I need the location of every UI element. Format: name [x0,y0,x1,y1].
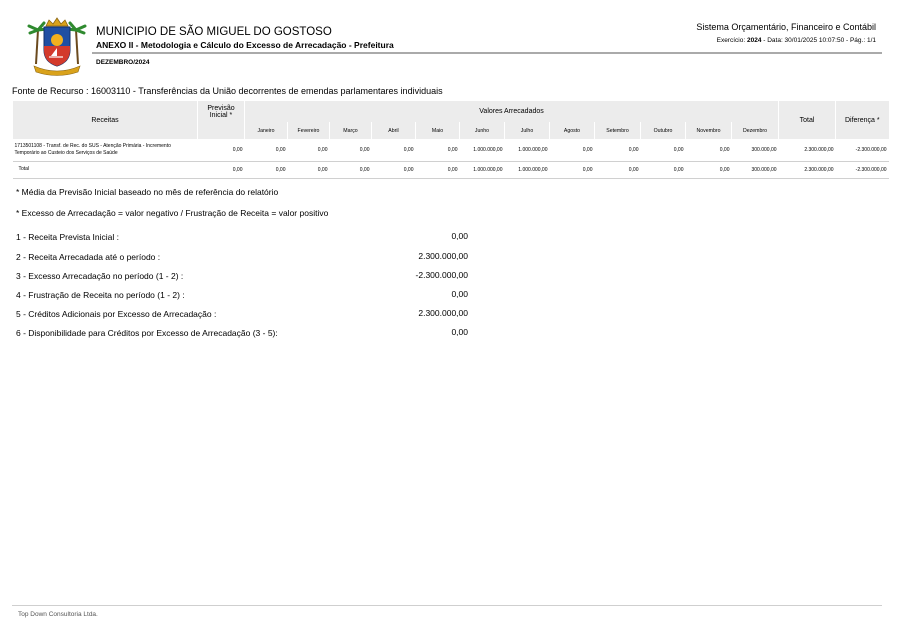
cell-month: 0,00 [550,139,595,161]
col-month: Outubro [641,122,686,139]
summary-label: 4 - Frustração de Receita no período (1 - 2) : [16,290,185,300]
cell-month: 0,00 [686,139,732,161]
cell-month: 1.000.000,00 [460,139,505,161]
cell-diferenca: -2.300.000,00 [836,139,889,161]
cell-month: 0,00 [416,161,460,178]
cell-previsao: 0,00 [198,139,245,161]
col-month: Novembro [686,122,732,139]
municipal-coat-of-arms-icon [26,16,88,76]
cell-month: 0,00 [330,161,372,178]
cell-diferenca: -2.300.000,00 [836,161,889,178]
row-label: Total [13,161,198,178]
summary-value: 0,00 [451,289,468,299]
cell-month: 0,00 [245,161,288,178]
col-month: Janeiro [245,122,288,139]
col-month: Maio [416,122,460,139]
table-row-total [13,161,889,178]
cell-month: 0,00 [372,161,416,178]
summary-label: 1 - Receita Prevista Inicial : [16,232,119,242]
summary-label: 2 - Receita Arrecadada até o período : [16,252,161,262]
cell-month: 1.000.000,00 [505,161,550,178]
cell-month: 300.000,00 [732,139,779,161]
summary-label: 3 - Excesso Arrecadação no período (1 - 2) : [16,271,184,281]
footer-divider [12,605,882,606]
meta-date-page: - Data: 30/01/2025 10:07:50 - Pág.: 1/1 [761,37,876,44]
cell-month: 0,00 [288,139,330,161]
summary-value: 2.300.000,00 [418,308,468,318]
summary-label: 6 - Disponibilidade para Créditos por Excesso de Arrecadação (3 - 5): [16,328,278,338]
cell-month: 0,00 [686,161,732,178]
col-month: Dezembro [732,122,779,139]
cell-month: 300.000,00 [732,161,779,178]
cell-month: 0,00 [550,161,595,178]
cell-total: 2.300.000,00 [779,139,836,161]
report-period: DEZEMBRO/2024 [96,59,150,66]
revenue-table [12,101,889,179]
cell-month: 1.000.000,00 [460,161,505,178]
cell-month: 0,00 [595,139,641,161]
note-previsao: * Média da Previsão Inicial baseado no mês de referência do relatório [16,187,279,197]
col-month: Abril [372,122,416,139]
col-month: Março [330,122,372,139]
summary-value: 0,00 [451,231,468,241]
col-month: Fevereiro [288,122,330,139]
table-row [13,139,889,161]
cell-month: 0,00 [330,139,372,161]
cell-month: 0,00 [372,139,416,161]
report-title: ANEXO II - Metodologia e Cálculo do Excesso de Arrecadação - Prefeitura [96,40,394,50]
col-month: Julho [505,122,550,139]
summary-value: 2.300.000,00 [418,251,468,261]
cell-total: 2.300.000,00 [779,161,836,178]
fonte-de-recurso: Fonte de Recurso : 16003110 - Transferências da União decorrentes de emendas parlamentares individuais [12,86,443,96]
col-month: Junho [460,122,505,139]
cell-month: 0,00 [416,139,460,161]
note-excesso: * Excesso de Arrecadação = valor negativo / Frustração de Receita = valor positivo [16,208,329,218]
meta-year: 2024 [746,37,762,44]
row-label: 1713501108 - Transf. de Rec. do SUS - Atenção Primária - Incremento Temporário ao Custeio dos Serviços de Saúde [13,139,198,161]
summary-value: -2.300.000,00 [415,270,468,280]
cell-month: 0,00 [595,161,641,178]
header-divider [92,52,882,54]
cell-month: 0,00 [288,161,330,178]
cell-month: 0,00 [641,161,686,178]
system-name: Sistema Orçamentário, Financeiro e Contábil [696,22,876,32]
col-month: Setembro [595,122,641,139]
cell-month: 0,00 [641,139,686,161]
col-valores-arrecadados: Valores Arrecadados [245,101,779,122]
municipality-name: MUNICIPIO DE SÃO MIGUEL DO GOSTOSO [96,26,332,38]
report-meta [717,37,876,44]
summary-label: 5 - Créditos Adicionais por Excesso de Arrecadação : [16,309,217,319]
col-diferenca: Diferença * [836,101,889,139]
col-previsao-inicial: Previsão Inicial * [198,101,245,139]
col-total: Total [779,101,836,139]
summary-value: 0,00 [451,327,468,337]
footer-company: Top Down Consultoria Ltda. [18,611,98,618]
col-month: Agosto [550,122,595,139]
cell-month: 0,00 [245,139,288,161]
col-receitas: Receitas [13,101,198,139]
cell-month: 1.000.000,00 [505,139,550,161]
cell-previsao: 0,00 [198,161,245,178]
meta-prefix: Exercício: [716,37,746,44]
